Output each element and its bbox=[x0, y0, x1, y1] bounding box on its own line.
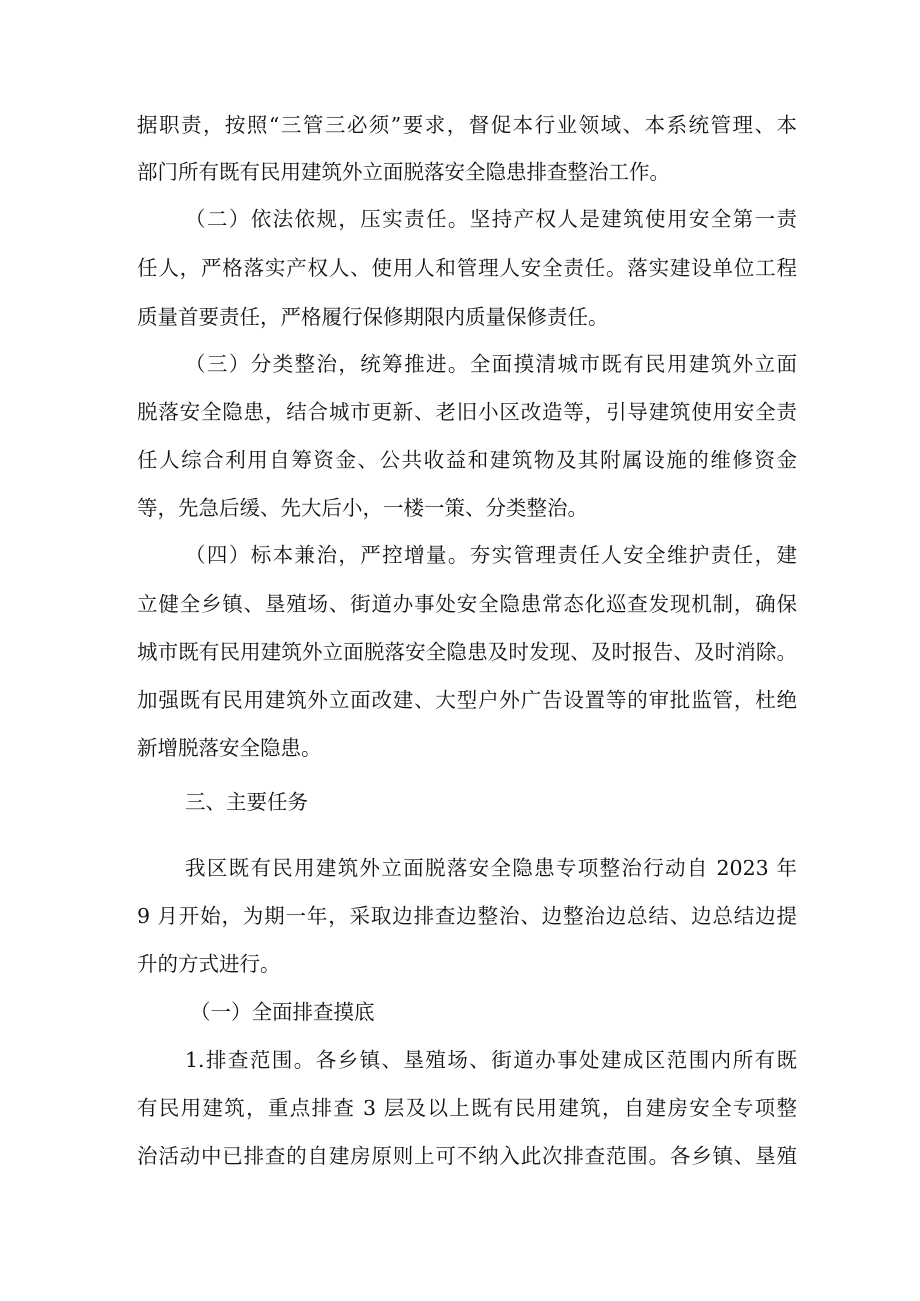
body-text-line: 脱落安全隐患，结合城市更新、老旧小区改造等，引导建筑使用安全责 bbox=[137, 400, 797, 424]
paragraph-start-line: （三）分类整治，统筹推进。全面摸清城市既有民用建筑外立面 bbox=[185, 352, 797, 376]
body-text-line: 任人，严格落实产权人、使用人和管理人安全责任。落实建设单位工程 bbox=[137, 256, 797, 280]
body-text-line: 立健全乡镇、垦殖场、街道办事处安全隐患常态化巡查发现机制，确保 bbox=[137, 592, 797, 616]
section-heading: 三、主要任务 bbox=[185, 790, 308, 814]
body-text-line: 据职责，按照“三管三必须”要求，督促本行业领域、本系统管理、本 bbox=[137, 113, 797, 137]
body-text-line: 升的方式进行。 bbox=[137, 952, 281, 976]
body-text-line: 任人综合利用自筹资金、公共收益和建筑物及其附属设施的维修资金 bbox=[137, 448, 797, 472]
body-text-line: 部门所有既有民用建筑外立面脱落安全隐患排查整治工作。 bbox=[137, 160, 670, 184]
subsection-heading: （一）全面排查摸底 bbox=[190, 1000, 375, 1024]
body-text-line: 新增脱落安全隐患。 bbox=[137, 736, 322, 760]
body-text-line: 城市既有民用建筑外立面脱落安全隐患及时发现、及时报告、及时消除。 bbox=[137, 640, 797, 664]
body-text-line: 质量首要责任，严格履行保修期限内质量保修责任。 bbox=[137, 305, 609, 329]
body-text-line: 等，先急后缓、先大后小，一楼一策、分类整治。 bbox=[137, 496, 588, 520]
paragraph-start-line: 1.排查范围。各乡镇、垦殖场、街道办事处建成区范围内所有既 bbox=[185, 1048, 797, 1072]
body-text-line: 加强既有民用建筑外立面改建、大型户外广告设置等的审批监管，杜绝 bbox=[137, 688, 797, 712]
paragraph-start-line: （二）依法依规，压实责任。坚持产权人是建筑使用安全第一责 bbox=[185, 207, 797, 231]
paragraph-start-line: （四）标本兼治，严控增量。夯实管理责任人安全维护责任，建 bbox=[185, 543, 797, 567]
paragraph-start-line: 我区既有民用建筑外立面脱落安全隐患专项整治行动自 2023 年 bbox=[185, 856, 797, 880]
body-text-line: 有民用建筑，重点排查 3 层及以上既有民用建筑，自建房安全专项整 bbox=[137, 1096, 797, 1120]
body-text-line: 9 月开始，为期一年，采取边排查边整治、边整治边总结、边总结边提 bbox=[137, 904, 797, 928]
body-text-line: 治活动中已排查的自建房原则上可不纳入此次排查范围。各乡镇、垦殖 bbox=[137, 1144, 797, 1168]
